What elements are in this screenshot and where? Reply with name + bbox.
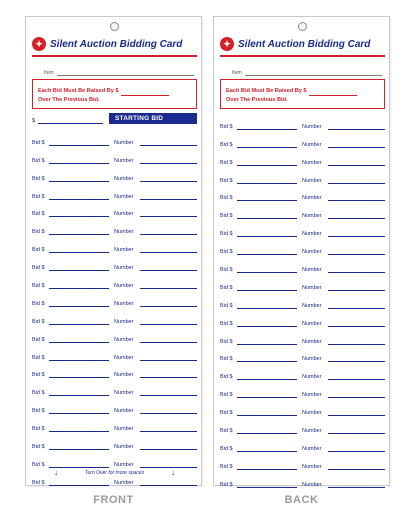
bid-label: Bid $ bbox=[220, 249, 233, 256]
bid-amount-line bbox=[237, 177, 297, 184]
bid-label: Bid $ bbox=[220, 356, 233, 363]
bidder-number-line bbox=[140, 264, 197, 271]
bid-row bbox=[32, 187, 197, 205]
bid-label: Bid $ bbox=[220, 374, 233, 381]
bid-row bbox=[220, 457, 385, 475]
bid-row bbox=[32, 437, 197, 455]
title-divider bbox=[220, 55, 385, 57]
number-label: Number bbox=[114, 247, 134, 254]
bid-amount-line bbox=[237, 230, 297, 237]
bid-row bbox=[220, 350, 385, 368]
bidder-number-line bbox=[328, 409, 385, 416]
bid-amount-line bbox=[49, 443, 109, 450]
starting-amount-line bbox=[38, 117, 103, 124]
number-label: Number bbox=[302, 410, 322, 417]
starting-dollar-label: $ bbox=[32, 118, 36, 124]
bid-label: Bid $ bbox=[32, 175, 45, 182]
bid-row bbox=[32, 240, 197, 258]
bid-amount-line bbox=[237, 409, 297, 416]
bid-row bbox=[32, 383, 197, 401]
hang-hole bbox=[298, 22, 307, 31]
bid-amount-line bbox=[237, 355, 297, 362]
bid-amount-line bbox=[237, 159, 297, 166]
card-title-row bbox=[220, 35, 385, 53]
number-label: Number bbox=[302, 445, 322, 452]
bid-label: Bid $ bbox=[220, 338, 233, 345]
number-label: Number bbox=[302, 249, 322, 256]
bid-label: Bid $ bbox=[220, 392, 233, 399]
bidder-number-line bbox=[328, 445, 385, 452]
bid-row bbox=[220, 189, 385, 207]
bid-row bbox=[220, 206, 385, 224]
number-label: Number bbox=[302, 428, 322, 435]
bid-label: Bid $ bbox=[32, 426, 45, 433]
item-field bbox=[44, 68, 194, 76]
number-label: Number bbox=[114, 193, 134, 200]
gavel-badge-icon: ✦ bbox=[220, 37, 234, 51]
raise-text-line2: Over The Previous Bid. bbox=[38, 97, 100, 103]
item-field bbox=[232, 68, 382, 76]
card-title-row bbox=[32, 35, 197, 53]
bidder-number-line bbox=[140, 318, 197, 325]
raise-text-line2: Over The Previous Bid. bbox=[226, 97, 288, 103]
number-label: Number bbox=[302, 374, 322, 381]
bid-label: Bid $ bbox=[32, 193, 45, 200]
bid-label: Bid $ bbox=[220, 213, 233, 220]
bidder-number-line bbox=[328, 338, 385, 345]
bid-amount-line bbox=[49, 407, 109, 414]
raise-amount-blank bbox=[121, 89, 169, 96]
number-label: Number bbox=[302, 141, 322, 148]
starting-bid-banner: STARTING BID bbox=[109, 113, 197, 124]
bid-row bbox=[220, 385, 385, 403]
bidder-number-line bbox=[140, 371, 197, 378]
bid-row bbox=[220, 224, 385, 242]
bid-amount-line bbox=[237, 194, 297, 201]
bidder-number-line bbox=[328, 302, 385, 309]
bid-label: Bid $ bbox=[32, 372, 45, 379]
bid-label: Bid $ bbox=[220, 267, 233, 274]
bidder-number-line bbox=[328, 320, 385, 327]
bid-amount-line bbox=[49, 354, 109, 361]
down-arrow-icon: ↓ bbox=[171, 468, 175, 477]
bid-amount-line bbox=[49, 193, 109, 200]
bid-label: Bid $ bbox=[32, 408, 45, 415]
bid-amount-line bbox=[49, 246, 109, 253]
bid-label: Bid $ bbox=[220, 463, 233, 470]
bid-amount-line bbox=[237, 373, 297, 380]
bid-amount-line bbox=[237, 463, 297, 470]
number-label: Number bbox=[114, 390, 134, 397]
bid-row bbox=[220, 403, 385, 421]
card-title: Silent Auction Bidding Card bbox=[238, 38, 371, 50]
bidder-number-line bbox=[140, 354, 197, 361]
turn-over-text: Turn Over for more spaces bbox=[84, 470, 145, 476]
bidding-card-back bbox=[213, 16, 390, 486]
bidder-number-line bbox=[328, 355, 385, 362]
bid-label: Bid $ bbox=[32, 318, 45, 325]
bidder-number-line bbox=[140, 228, 197, 235]
bidder-number-line bbox=[328, 177, 385, 184]
bid-amount-line bbox=[49, 318, 109, 325]
bid-amount-line bbox=[49, 371, 109, 378]
bid-row bbox=[32, 151, 197, 169]
bidder-number-line bbox=[140, 246, 197, 253]
bidder-number-line bbox=[328, 266, 385, 273]
raise-text-line1: Each Bid Must Be Raised By $ bbox=[38, 88, 119, 94]
hang-hole bbox=[110, 22, 119, 31]
bid-label: Bid $ bbox=[220, 428, 233, 435]
bidder-number-line bbox=[328, 212, 385, 219]
card-title: Silent Auction Bidding Card bbox=[50, 38, 183, 50]
bid-row bbox=[220, 242, 385, 260]
bid-amount-line bbox=[237, 320, 297, 327]
bid-label: Bid $ bbox=[220, 231, 233, 238]
bid-row bbox=[32, 294, 197, 312]
raise-text-line1: Each Bid Must Be Raised By $ bbox=[226, 88, 307, 94]
number-label: Number bbox=[114, 265, 134, 272]
bid-amount-line bbox=[237, 141, 297, 148]
number-label: Number bbox=[302, 302, 322, 309]
bid-row bbox=[32, 366, 197, 384]
bid-amount-line bbox=[49, 175, 109, 182]
number-label: Number bbox=[302, 231, 322, 238]
bid-row bbox=[32, 169, 197, 187]
bid-row bbox=[220, 367, 385, 385]
bid-amount-line bbox=[49, 479, 109, 486]
starting-bid-row bbox=[32, 114, 197, 124]
number-label: Number bbox=[302, 320, 322, 327]
bid-amount-line bbox=[49, 264, 109, 271]
bidder-number-line bbox=[328, 427, 385, 434]
bid-label: Bid $ bbox=[32, 444, 45, 451]
number-label: Number bbox=[302, 159, 322, 166]
bid-label: Bid $ bbox=[32, 265, 45, 272]
bidder-number-line bbox=[140, 193, 197, 200]
bid-label: Bid $ bbox=[220, 302, 233, 309]
gavel-badge-icon: ✦ bbox=[32, 37, 46, 51]
bid-row bbox=[32, 205, 197, 223]
down-arrow-icon: ↓ bbox=[54, 468, 58, 477]
bid-row bbox=[220, 439, 385, 457]
item-label: Item bbox=[44, 70, 54, 76]
bidder-number-line bbox=[140, 479, 197, 486]
bidder-number-line bbox=[328, 159, 385, 166]
bid-row bbox=[220, 171, 385, 189]
bid-amount-line bbox=[237, 212, 297, 219]
bidder-number-line bbox=[328, 463, 385, 470]
number-label: Number bbox=[302, 463, 322, 470]
bid-label: Bid $ bbox=[220, 320, 233, 327]
bid-label: Bid $ bbox=[32, 283, 45, 290]
bid-amount-line bbox=[237, 248, 297, 255]
bid-row bbox=[220, 260, 385, 278]
bidder-number-line bbox=[140, 157, 197, 164]
bid-amount-line bbox=[49, 300, 109, 307]
item-label: Item bbox=[232, 70, 242, 76]
bid-amount-line bbox=[237, 445, 297, 452]
bid-label: Bid $ bbox=[32, 300, 45, 307]
number-label: Number bbox=[114, 426, 134, 433]
bid-label: Bid $ bbox=[220, 123, 233, 130]
bid-label: Bid $ bbox=[32, 479, 45, 486]
bid-label: Bid $ bbox=[220, 141, 233, 148]
raise-amount-blank bbox=[309, 89, 357, 96]
bid-row bbox=[32, 348, 197, 366]
bidder-number-line bbox=[328, 123, 385, 130]
number-label: Number bbox=[302, 284, 322, 291]
bid-label: Bid $ bbox=[220, 195, 233, 202]
bid-rows bbox=[220, 117, 385, 493]
bid-label: Bid $ bbox=[220, 284, 233, 291]
bid-row bbox=[220, 117, 385, 135]
bidder-number-line bbox=[140, 425, 197, 432]
bid-amount-line bbox=[49, 139, 109, 146]
bid-amount-line bbox=[237, 123, 297, 130]
bid-amount-line bbox=[49, 389, 109, 396]
bid-amount-line bbox=[49, 282, 109, 289]
bid-amount-line bbox=[237, 481, 297, 488]
number-label: Number bbox=[114, 300, 134, 307]
number-label: Number bbox=[114, 229, 134, 236]
item-line bbox=[245, 70, 382, 76]
number-label: Number bbox=[302, 177, 322, 184]
number-label: Number bbox=[114, 157, 134, 164]
number-label: Number bbox=[114, 211, 134, 218]
bid-label: Bid $ bbox=[220, 177, 233, 184]
bid-row bbox=[220, 296, 385, 314]
bidder-number-line bbox=[140, 443, 197, 450]
raise-amount-box bbox=[32, 79, 197, 109]
bid-label: Bid $ bbox=[220, 159, 233, 166]
bidder-number-line bbox=[140, 389, 197, 396]
bid-row bbox=[32, 312, 197, 330]
bid-amount-line bbox=[237, 427, 297, 434]
bid-label: Bid $ bbox=[220, 445, 233, 452]
bid-amount-line bbox=[49, 336, 109, 343]
bid-label: Bid $ bbox=[32, 247, 45, 254]
bidder-number-line bbox=[140, 210, 197, 217]
bid-row bbox=[220, 153, 385, 171]
bid-row bbox=[220, 475, 385, 493]
bidder-number-line bbox=[140, 175, 197, 182]
bid-row bbox=[220, 421, 385, 439]
bid-amount-line bbox=[49, 157, 109, 164]
bid-row bbox=[32, 401, 197, 419]
number-label: Number bbox=[302, 392, 322, 399]
bidder-number-line bbox=[328, 248, 385, 255]
bid-label: Bid $ bbox=[220, 481, 233, 488]
bid-row bbox=[32, 276, 197, 294]
bid-rows bbox=[32, 133, 197, 491]
raise-amount-box bbox=[220, 79, 385, 109]
number-label: Number bbox=[114, 444, 134, 451]
bid-row bbox=[220, 314, 385, 332]
item-line bbox=[57, 70, 194, 76]
bid-row bbox=[32, 258, 197, 276]
bidder-number-line bbox=[140, 407, 197, 414]
number-label: Number bbox=[114, 283, 134, 290]
number-label: Number bbox=[114, 479, 134, 486]
bid-row bbox=[32, 419, 197, 437]
bid-row bbox=[220, 135, 385, 153]
bidder-number-line bbox=[328, 481, 385, 488]
bidder-number-line bbox=[328, 284, 385, 291]
number-label: Number bbox=[114, 408, 134, 415]
bid-label: Bid $ bbox=[32, 229, 45, 236]
turn-over-note bbox=[32, 467, 197, 479]
bid-label: Bid $ bbox=[220, 410, 233, 417]
number-label: Number bbox=[114, 372, 134, 379]
number-label: Number bbox=[302, 338, 322, 345]
bidder-number-line bbox=[140, 139, 197, 146]
number-label: Number bbox=[114, 461, 134, 468]
bid-amount-line bbox=[237, 391, 297, 398]
bid-amount-line bbox=[237, 284, 297, 291]
number-label: Number bbox=[302, 267, 322, 274]
number-label: Number bbox=[114, 318, 134, 325]
bidder-number-line bbox=[140, 300, 197, 307]
bidder-number-line bbox=[140, 336, 197, 343]
bidder-number-line bbox=[328, 391, 385, 398]
bid-row bbox=[32, 330, 197, 348]
bid-row bbox=[32, 222, 197, 240]
bid-amount-line bbox=[237, 302, 297, 309]
bidder-number-line bbox=[328, 141, 385, 148]
bid-amount-line bbox=[49, 425, 109, 432]
bid-amount-line bbox=[237, 338, 297, 345]
bid-label: Bid $ bbox=[32, 336, 45, 343]
bidder-number-line bbox=[328, 230, 385, 237]
bidding-card-front bbox=[25, 16, 202, 486]
front-caption: FRONT bbox=[93, 494, 134, 506]
number-label: Number bbox=[302, 356, 322, 363]
back-caption: BACK bbox=[284, 494, 319, 506]
bid-amount-line bbox=[49, 228, 109, 235]
bid-label: Bid $ bbox=[32, 461, 45, 468]
number-label: Number bbox=[114, 139, 134, 146]
bid-row bbox=[220, 278, 385, 296]
title-divider bbox=[32, 55, 197, 57]
number-label: Number bbox=[302, 481, 322, 488]
bid-amount-line bbox=[49, 210, 109, 217]
bid-label: Bid $ bbox=[32, 354, 45, 361]
number-label: Number bbox=[302, 213, 322, 220]
bid-label: Bid $ bbox=[32, 157, 45, 164]
number-label: Number bbox=[302, 195, 322, 202]
bidder-number-line bbox=[328, 373, 385, 380]
bid-amount-line bbox=[237, 266, 297, 273]
number-label: Number bbox=[114, 354, 134, 361]
bidder-number-line bbox=[328, 194, 385, 201]
bid-label: Bid $ bbox=[32, 211, 45, 218]
bid-row bbox=[32, 133, 197, 151]
number-label: Number bbox=[302, 123, 322, 130]
bid-label: Bid $ bbox=[32, 390, 45, 397]
bidder-number-line bbox=[140, 282, 197, 289]
number-label: Number bbox=[114, 175, 134, 182]
bid-row bbox=[220, 332, 385, 350]
number-label: Number bbox=[114, 336, 134, 343]
bid-label: Bid $ bbox=[32, 139, 45, 146]
